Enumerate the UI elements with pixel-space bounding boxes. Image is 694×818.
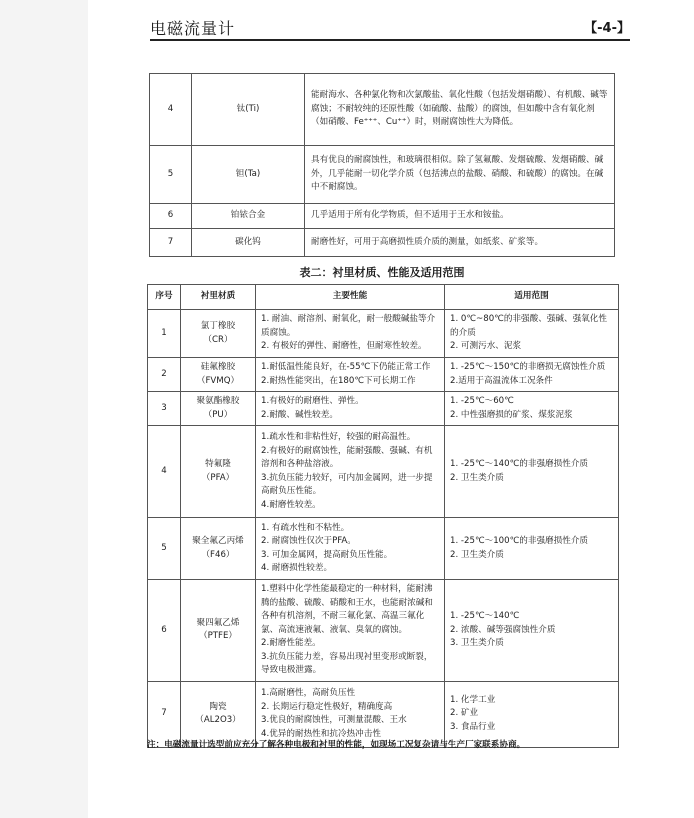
lining-name: 聚氨酯橡胶 （PU） <box>181 392 256 426</box>
row-number: 5 <box>150 146 192 204</box>
column-header-number: 序号 <box>148 285 181 310</box>
application-range: 1. -25℃～100℃的非强磨损性介质 2. 卫生类介质 <box>445 518 619 580</box>
document-title: 电磁流量计 <box>150 19 236 38</box>
material-description: 具有优良的耐腐蚀性，和玻璃很相似。除了氢氟酸、发烟硫酸、发烟硝酸、碱外，几乎能耐一切化学介质（包括沸点的盐酸、硝酸、和硫酸）的腐蚀。在碱中不耐腐蚀。 <box>305 146 615 204</box>
page-number: 【-4-】 <box>584 21 630 36</box>
row-number: 7 <box>150 229 192 257</box>
page-margin <box>0 0 88 818</box>
table-row <box>148 392 619 426</box>
table-row <box>148 358 619 392</box>
material-name: 碳化钨 <box>192 229 305 257</box>
row-number: 4 <box>148 426 181 518</box>
row-number: 5 <box>148 518 181 580</box>
material-description: 耐磨性好，可用于高磨损性质介质的测量，如纸浆、矿浆等。 <box>305 229 615 257</box>
table-row <box>148 426 619 518</box>
row-number: 7 <box>148 681 181 747</box>
page-header <box>150 14 630 40</box>
row-number: 6 <box>148 580 181 682</box>
header-divider <box>150 39 630 41</box>
column-header-range: 适用范围 <box>445 285 619 310</box>
lining-name: 特氟隆 （PFA） <box>181 426 256 518</box>
table-caption: 表二：衬里材质、性能及适用范围 <box>299 266 465 279</box>
selection-note: 注：电磁流量计选型前应充分了解各种电极和衬里的性能，如现场工况复杂请与生产厂家联系协商。 <box>147 740 526 750</box>
application-range: 1. 化学工业 2. 矿业 3. 食品行业 <box>445 681 619 747</box>
material-name: 铂铱合金 <box>192 204 305 229</box>
lining-name: 陶瓷 （AL2O3） <box>181 681 256 747</box>
main-performance: 1.高耐磨性，高耐负压性 2. 长期运行稳定性极好，精确度高 3.优良的耐腐蚀性，可测量混酸、王水 4.优异的耐热性和抗冷热冲击性 <box>256 681 445 747</box>
material-description: 几乎适用于所有化学物质，但不适用于王水和铵盐。 <box>305 204 615 229</box>
application-range: 1. 0℃~80℃的非强酸、强碱、强氧化性的介质 2. 可测污水、泥浆 <box>445 310 619 358</box>
column-header-material: 衬里材质 <box>181 285 256 310</box>
main-performance: 1.塑料中化学性能最稳定的一种材料，能耐沸腾的盐酸、硫酸、硝酸和王水，也能耐浓碱和各种有机溶剂，不耐三氟化氯、高温三氟化氯、高流速液氟、液氧、臭氧的腐蚀。 2.耐磨性能差。 3.抗负压能力差，容易出现衬里变形或断裂，导致电极泄露。 <box>256 580 445 682</box>
material-name: 钽(Ta) <box>192 146 305 204</box>
row-number: 2 <box>148 358 181 392</box>
row-number: 6 <box>150 204 192 229</box>
row-number: 3 <box>148 392 181 426</box>
table-row <box>150 74 615 146</box>
lining-name: 聚全氟乙丙烯 （F46） <box>181 518 256 580</box>
material-description: 能耐海水、各种氯化物和次氯酸盐、氧化性酸（包括发烟硝酸）、有机酸、碱等腐蚀；不耐较纯的还原性酸（如硫酸、盐酸）的腐蚀，但如酸中含有氧化剂（如硝酸、Fe⁺⁺⁺、Cu⁺⁺）时，则耐腐蚀性大为降低。 <box>305 74 615 146</box>
lining-name: 聚四氟乙烯 （PTFE） <box>181 580 256 682</box>
lining-name: 硅氟橡胶 （FVMQ） <box>181 358 256 392</box>
row-number: 4 <box>150 74 192 146</box>
lining-material-table <box>147 284 619 748</box>
column-header-performance: 主要性能 <box>256 285 445 310</box>
material-name: 钛(Ti) <box>192 74 305 146</box>
lining-name: 氯丁橡胶 （CR） <box>181 310 256 358</box>
main-performance: 1. 耐油、耐溶剂、耐氧化，耐一般酸碱盐等介质腐蚀。 2. 有极好的弹性、耐磨性，但耐寒性较差。 <box>256 310 445 358</box>
application-range: 1. -25℃～60℃ 2. 中性强磨损的矿浆、煤浆泥浆 <box>445 392 619 426</box>
table-header-row <box>148 285 619 310</box>
electrode-material-table <box>149 73 615 257</box>
table-row <box>150 146 615 204</box>
main-performance: 1.疏水性和非粘性好，较强的耐高温性。 2.有极好的耐腐蚀性，能耐强酸、强碱、有机溶剂和各种盐溶液。 3.抗负压能力较好，可内加金属网，进一步提高耐负压性能。 4.耐磨性较差。 <box>256 426 445 518</box>
row-number: 1 <box>148 310 181 358</box>
application-range: 1. -25℃～140℃ 2. 浓酸、碱等强腐蚀性介质 3. 卫生类介质 <box>445 580 619 682</box>
application-range: 1. -25℃～140℃的非强磨损性介质 2. 卫生类介质 <box>445 426 619 518</box>
main-performance: 1. 有疏水性和不粘性。 2. 耐腐蚀性仅次于PFA。 3. 可加金属网，提高耐负压性能。 4. 耐磨损性较差。 <box>256 518 445 580</box>
table-row <box>150 204 615 229</box>
application-range: 1. -25℃～150℃的非磨损无腐蚀性介质 2.适用于高温流体工况条件 <box>445 358 619 392</box>
table-row <box>148 310 619 358</box>
main-performance: 1.有极好的耐磨性、弹性。 2.耐酸、碱性较差。 <box>256 392 445 426</box>
table-row <box>148 518 619 580</box>
table-row <box>150 229 615 257</box>
table-row <box>148 580 619 682</box>
main-performance: 1.耐低温性能良好，在-55℃下仍能正常工作 2.耐热性能突出，在180℃下可长期工作 <box>256 358 445 392</box>
